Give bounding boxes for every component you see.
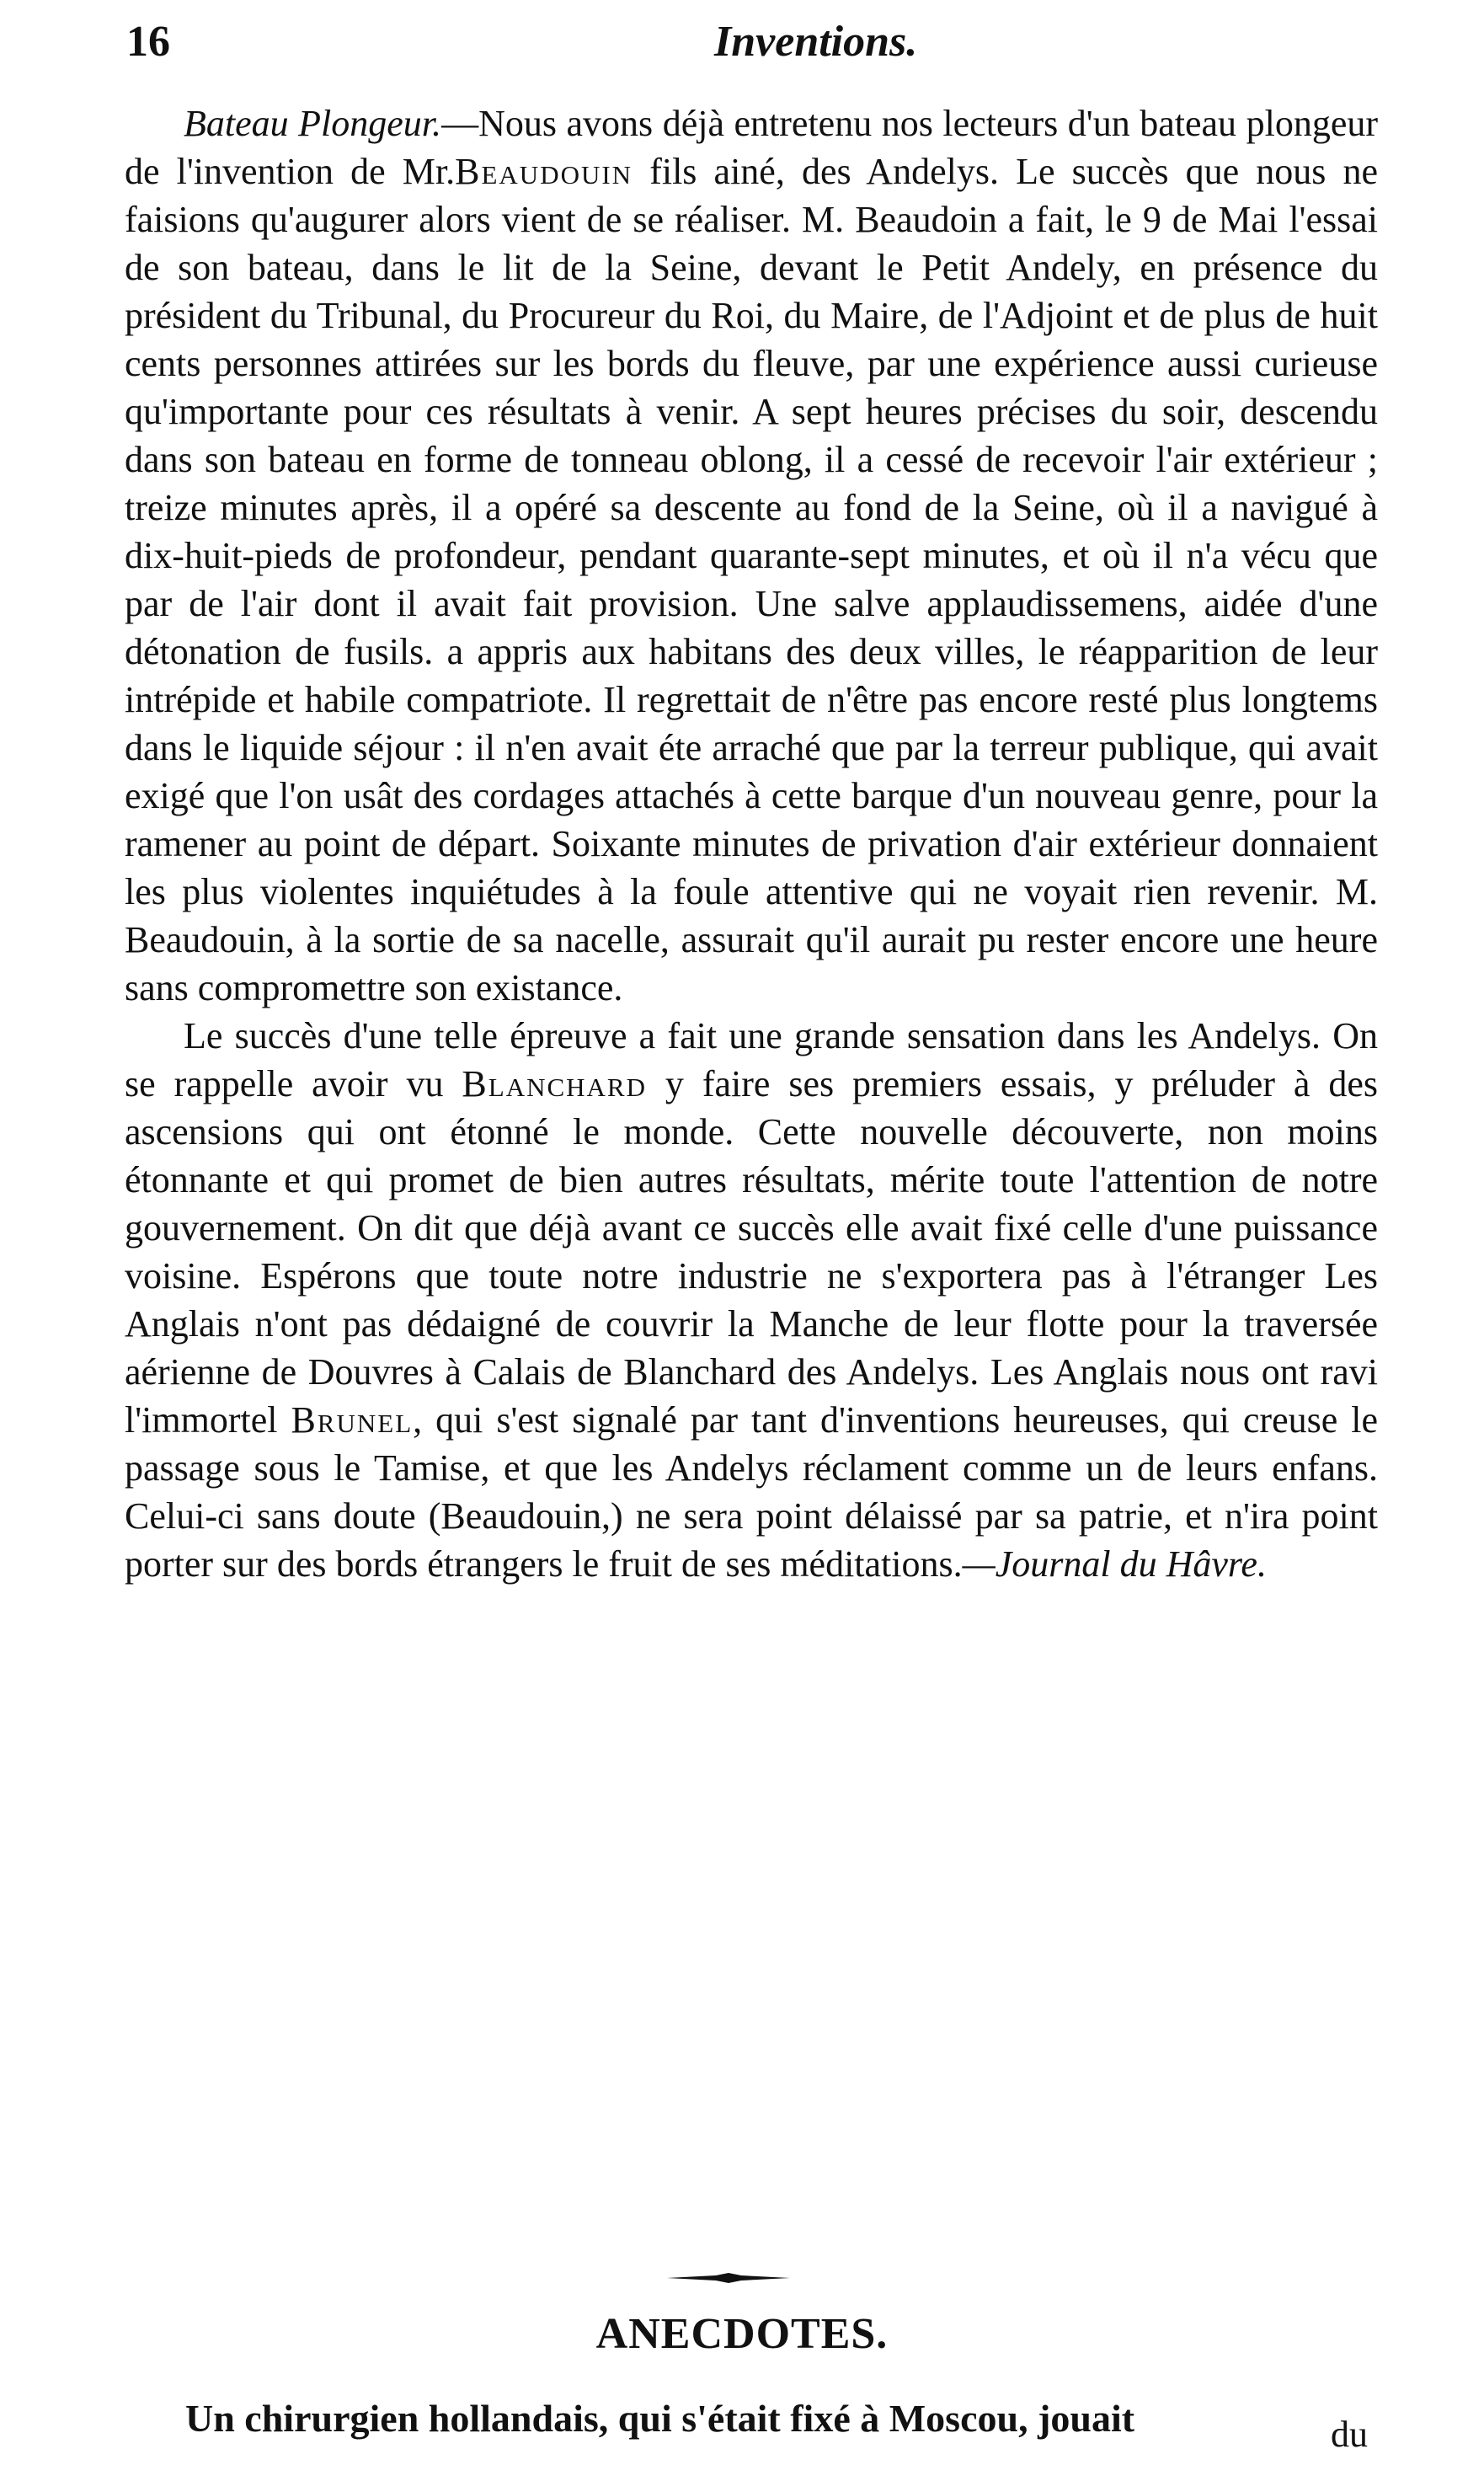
section-divider-ornament	[665, 2271, 792, 2285]
running-title: Inventions.	[714, 18, 918, 66]
article-source: —Journal du Hâvre.	[962, 1543, 1267, 1585]
paragraph-2	[125, 1012, 1378, 1588]
anecdote-first-line: Un chirurgien hollandais, qui s'était fixé à Moscou, jouait	[185, 2397, 1135, 2440]
paragraph-2-text-c: , qui s'est signalé par tant d'inventions heureuses, qui creuse le passage sous le Tamise, et que les Andelys réclament comme un de leurs enfans. Celui-ci sans doute (Beaudouin,) ne sera point délaissé par sa patrie, et n'ira point porter sur des bords étrangers le fruit de ses méditations.	[125, 1399, 1378, 1585]
name-brunel: Brunel	[291, 1399, 414, 1441]
article-heading: Bateau Plongeur.	[184, 103, 442, 144]
paragraph-1-text-b: fils ainé, des Andelys. Le succès que nous ne faisions qu'augurer alors vient de se réaliser. M. Beaudoin a fait, le 9 de Mai l'essai de son bateau, dans le lit de la Seine, devant le Petit Andely, en présence du président du Tribunal, du Procureur du Roi, du Maire, de l'Adjoint et de plus de huit cents personnes attirées sur les bords du fleuve, par une expérience aussi curieuse qu'importante pour ces résultats à venir. A sept heures précises du soir, descendu dans son bateau en forme de tonneau oblong, il a cessé de recevoir l'air extérieur ; treize minutes après, il a opéré sa descente au fond de la Seine, où il a navigué à dix-huit-pieds de profondeur, pendant quarante-sept minutes, et où il n'a vécu que par de l'air dont il avait fait provision. Une salve applaudissemens, aidée d'une détonation de fusils. a appris aux habitans des deux villes, le réapparition de leur intrépide et habile compatriote. Il regrettait de n'être pas encore resté plus longtems dans le liquide séjour : il n'en avait éte arraché que par la terreur publique, qui avait exigé que l'on usât des cordages attachés à cette barque d'un nouveau genre, pour la ramener au point de départ. Soixante minutes de privation d'air extérieur donnaient les plus violentes inquiétudes à la foule attentive qui ne voyait rien revenir. M. Beaudouin, à la sortie de sa nacelle, assurait qu'il aurait pu rester encore une heure sans compromettre son existance.	[125, 151, 1378, 1008]
name-blanchard: Blanchard	[462, 1063, 647, 1104]
article-body	[125, 99, 1378, 1588]
paragraph-1	[125, 99, 1378, 1012]
section-title: ANECDOTES.	[595, 2310, 889, 2358]
paragraph-2-text-b: y faire ses premiers essais, y préluder à des ascensions qui ont étonné le monde. Cette nouvelle découverte, non moins étonnante et qui promet de bien autres résultats, mérite toute l'attention de notre gouvernement. On dit que déjà avant ce succès elle avait fixé celle d'une puissance voisine. Espérons que toute notre industrie ne s'exportera pas à l'étranger Les Anglais n'ont pas dédaigné de couvrir la Manche de leur flotte pour la traversée aérienne de Douvres à Calais de Blanchard des Andelys. Les Anglais nous ont ravi l'immortel	[125, 1063, 1378, 1441]
paragraph-2-text-a: Le succès d'une telle épreuve a fait une grande sensation dans les Andelys. On se rappelle avoir vu	[125, 1015, 1378, 1104]
paragraph-1-text-a: —Nous avons déjà entretenu nos lecteurs d'un bateau plongeur de l'invention de Mr.	[125, 103, 1379, 192]
page-number: 16	[126, 18, 170, 66]
name-beaudouin: Beaudouin	[455, 151, 633, 192]
catchword: du	[1331, 2414, 1368, 2455]
